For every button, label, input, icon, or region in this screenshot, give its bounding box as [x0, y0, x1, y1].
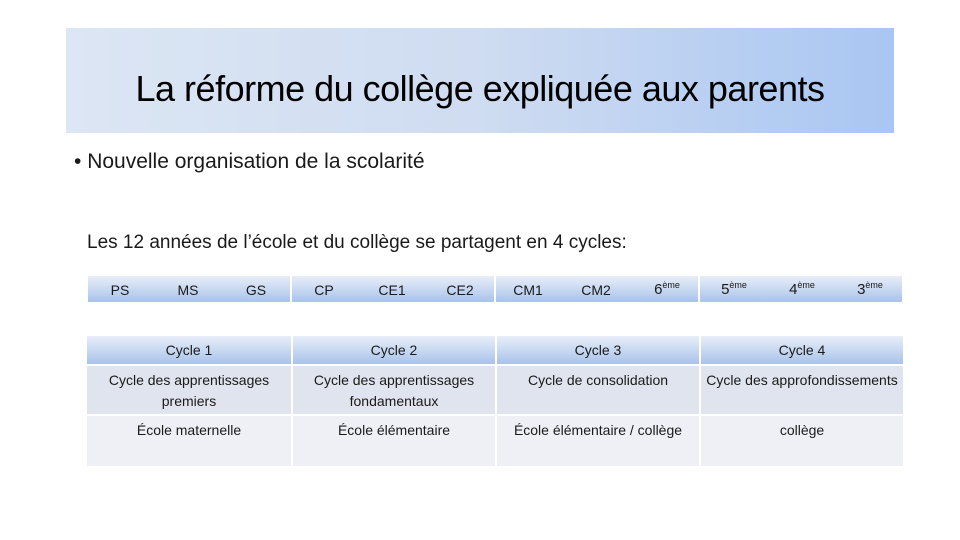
- title-banner: [66, 28, 894, 133]
- grade-label: MS: [177, 282, 199, 298]
- school-cell: École élémentaire: [291, 414, 495, 466]
- grade-label: CP: [314, 282, 334, 298]
- intro-text: Les 12 années de l’école et du collège se partagent en 4 cycles:: [87, 232, 627, 253]
- grade-label: CM1: [513, 282, 543, 298]
- grade-label: CE1: [378, 282, 406, 298]
- grade-label: CM2: [581, 282, 611, 298]
- cycle-header-row: [87, 336, 903, 364]
- bullet-point: • Nouvelle organisation de la scolarité: [74, 150, 425, 173]
- cycle-name-row: [87, 364, 903, 414]
- grade-label: 4ème: [789, 280, 815, 298]
- grade-label: GS: [245, 282, 267, 298]
- grade-label: 5ème: [721, 280, 747, 298]
- cycle-header: Cycle 2: [291, 336, 495, 364]
- cycle-header: Cycle 3: [495, 336, 699, 364]
- grade-label: 6ème: [654, 280, 680, 298]
- page-title: La réforme du collège expliquée aux parents: [135, 68, 825, 109]
- grade-label: 3ème: [857, 280, 883, 298]
- cycle-header: Cycle 1: [87, 336, 291, 364]
- school-row: [87, 414, 903, 466]
- grade-bar: [87, 275, 903, 303]
- cycle-name-cell: Cycle des approfondissements: [699, 364, 903, 414]
- grade-label: CE2: [446, 282, 474, 298]
- cycle-name-cell: Cycle des apprentissages premiers: [87, 364, 291, 414]
- cycle-name-cell: Cycle des apprentissages fondamentaux: [291, 364, 495, 414]
- bullet-text: Nouvelle organisation de la scolarité: [87, 150, 425, 173]
- school-cell: École maternelle: [87, 414, 291, 466]
- school-cell: collège: [699, 414, 903, 466]
- school-cell: École élémentaire / collège: [495, 414, 699, 466]
- grade-label: PS: [110, 282, 130, 298]
- cycle-name-cell: Cycle de consolidation: [495, 364, 699, 414]
- cycle-header: Cycle 4: [699, 336, 903, 364]
- cycles-table: [87, 336, 903, 466]
